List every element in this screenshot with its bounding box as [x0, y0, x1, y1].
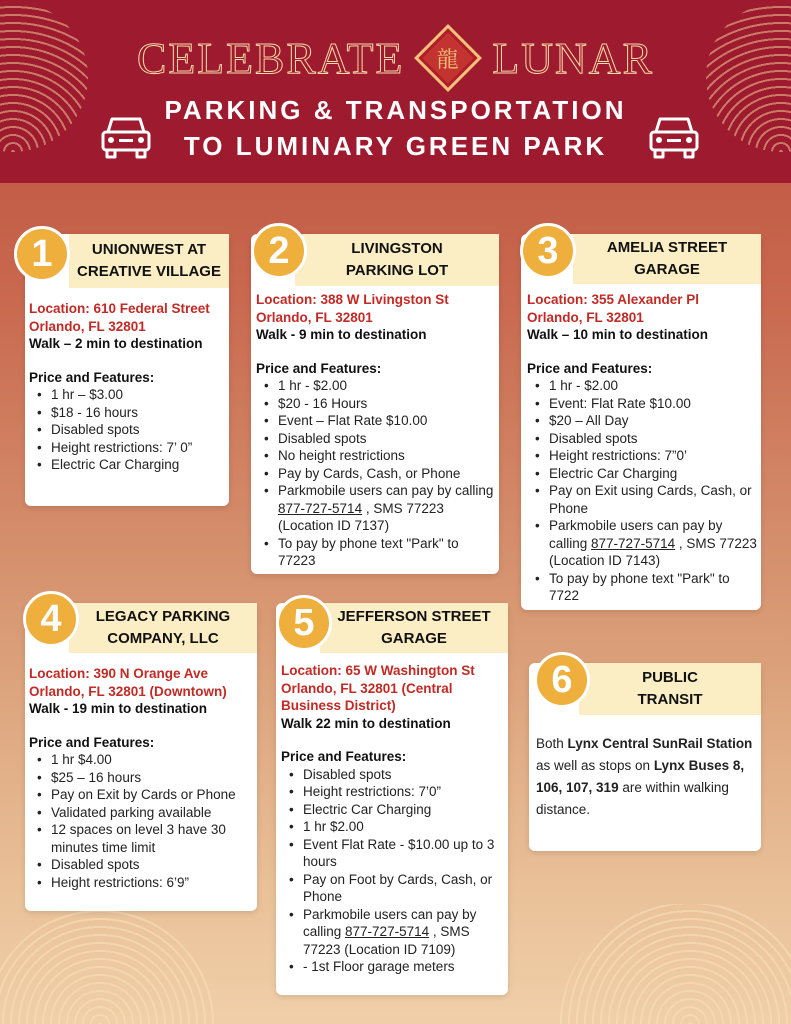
location-line2: Orlando, FL 32801 — [29, 318, 146, 334]
list-item: • Disabled spots — [281, 766, 506, 784]
parkmobile-text: Parkmobile users can pay by calling — [549, 518, 723, 551]
feature-list — [29, 751, 255, 891]
walk-time: Walk 22 min to destination — [281, 715, 451, 731]
dragon-emblem-icon: 龍 — [414, 24, 482, 92]
card-title — [573, 234, 761, 284]
list-item — [281, 906, 506, 959]
list-item: • $18 - 16 hours — [29, 404, 227, 422]
parkmobile-sms: , SMS 77223 (Location ID 7109) — [303, 924, 470, 957]
list-item: • Electric Car Charging — [281, 801, 506, 819]
phone-link[interactable]: 877-727-5714 — [591, 535, 676, 551]
parking-card-3 — [521, 234, 761, 610]
list-item: • No height restrictions — [256, 447, 496, 465]
card-title-line1: UNIONWEST AT — [91, 241, 207, 258]
transit-buses: Lynx Buses 8, 106, 107, 319 — [536, 758, 745, 795]
parking-card-5 — [276, 603, 508, 995]
location-line1: Location: 390 N Orange Ave — [29, 666, 209, 681]
subtitle-line1: PARKING & TRANSPORTATION — [164, 95, 627, 125]
walk-time: Walk - 9 min to destination — [256, 327, 427, 342]
subtitle-line2: TO LUMINARY GREEN PARK — [183, 131, 608, 161]
list-item: • Pay on Exit by Cards or Phone — [29, 786, 255, 804]
list-item: • Pay by Cards, Cash, or Phone — [256, 465, 496, 483]
car-icon — [98, 114, 154, 160]
list-item — [527, 517, 759, 570]
list-item: • 1 hr $4.00 — [29, 751, 255, 769]
card-title-line2: COMPANY, LLC — [107, 630, 219, 647]
wave-pattern-bottom-left — [0, 904, 220, 1024]
list-item: • Height restrictions: 6’9” — [29, 874, 255, 892]
card-title-line1: JEFFERSON STREET — [337, 608, 491, 625]
header-banner — [0, 0, 791, 183]
transit-text: as well as stops on — [536, 758, 654, 773]
location-line1: Location: 65 W Washington St — [281, 663, 475, 678]
car-icon — [646, 114, 702, 160]
list-item: • Disabled spots — [527, 430, 759, 448]
parkmobile-sms: , SMS 77223 (Location ID 7137) — [278, 500, 444, 533]
list-item: • Validated parking available — [29, 804, 255, 822]
list-item: • Disabled spots — [29, 856, 255, 874]
title-right: LUNAR — [492, 33, 654, 83]
card-title-line2: GARAGE — [634, 261, 700, 278]
number-badge-4: 4 — [23, 591, 79, 647]
card-body — [256, 291, 496, 570]
card-title-line1: PUBLIC — [642, 669, 698, 686]
list-item: • 1 hr – $3.00 — [29, 386, 227, 404]
card-title-line2: PARKING LOT — [345, 262, 449, 279]
parking-card-2 — [251, 234, 499, 574]
number-badge-1: 1 — [14, 226, 70, 282]
list-item: • Height restrictions: 7’ 0” — [29, 439, 227, 457]
list-item: • - 1st Floor garage meters — [281, 958, 506, 976]
transit-station: Lynx Central SunRail Station — [567, 736, 753, 751]
feature-list — [256, 377, 496, 570]
number-badge-3: 3 — [520, 223, 576, 279]
card-body — [281, 662, 506, 976]
location-line1: Location: 388 W Livingston St — [256, 292, 449, 307]
list-item: • Electric Car Charging — [29, 456, 227, 474]
card-title — [69, 234, 229, 288]
card-title — [69, 603, 257, 653]
list-item: • Electric Car Charging — [527, 465, 759, 483]
parkmobile-sms: , SMS 77223 (Location ID 7143) — [549, 535, 757, 568]
walk-time: Walk – 10 min to destination — [527, 327, 709, 342]
card-title — [295, 234, 499, 286]
location-line1: Location: 610 Federal Street — [29, 301, 210, 316]
list-item: • Pay on Foot by Cards, Cash, or Phone — [281, 871, 506, 906]
price-features-heading: Price and Features: — [527, 360, 653, 376]
list-item: • 12 spaces on level 3 have 30 minutes time limit — [29, 821, 255, 856]
wave-pattern-bottom-right — [560, 904, 791, 1024]
list-item: • To pay by phone text "Park" to 77223 — [256, 535, 496, 570]
list-item: • Event Flat Rate - $10.00 up to 3 hours — [281, 836, 506, 871]
list-item: • Event – Flat Rate $10.00 — [256, 412, 496, 430]
location-line1: Location: 355 Alexander Pl — [527, 292, 700, 307]
card-body — [29, 665, 255, 891]
price-features-heading: Price and Features: — [256, 360, 382, 376]
number-badge-6: 6 — [534, 652, 590, 708]
parkmobile-text: Parkmobile users can pay by calling — [278, 483, 494, 498]
list-item: • 1 hr - $2.00 — [256, 377, 496, 395]
price-features-heading: Price and Features: — [281, 749, 407, 764]
card-title-line1: AMELIA STREET — [606, 239, 728, 256]
card-body — [527, 291, 759, 605]
list-item: • To pay by phone text "Park" to 7722 — [527, 570, 759, 605]
list-item: • 1 hr - $2.00 — [527, 377, 759, 395]
list-item: • Event: Flat Rate $10.00 — [527, 395, 759, 413]
transit-description — [536, 733, 754, 821]
card-title-line2: TRANSIT — [637, 691, 703, 708]
card-title-line2: GARAGE — [381, 630, 447, 647]
list-item: • Height restrictions: 7”0’ — [527, 447, 759, 465]
transit-text: Both — [536, 736, 568, 751]
list-item — [256, 482, 496, 535]
location-line2: Orlando, FL 32801 (Central Business District) — [281, 680, 453, 713]
location-line2: Orlando, FL 32801 — [256, 309, 373, 325]
price-features-heading: Price and Features: — [29, 734, 155, 750]
list-item: • Disabled spots — [256, 430, 496, 448]
price-features-heading: Price and Features: — [29, 369, 155, 385]
parking-card-4 — [25, 603, 257, 911]
feature-list — [281, 766, 506, 976]
walk-time: Walk – 2 min to destination — [29, 336, 203, 351]
location-line2: Orlando, FL 32801 — [527, 309, 644, 325]
card-title-line2: CREATIVE VILLAGE — [77, 263, 221, 280]
page-title — [0, 28, 791, 88]
phone-link[interactable]: 877-727-5714 — [278, 500, 363, 516]
feature-list — [29, 386, 227, 474]
transit-text: are within walking distance. — [536, 780, 729, 817]
list-item: • 1 hr $2.00 — [281, 818, 506, 836]
card-body — [29, 300, 227, 474]
title-left: CELEBRATE — [137, 33, 405, 83]
card-title-line1: LIVINGSTON — [351, 240, 443, 257]
phone-link[interactable]: 877-727-5714 — [345, 924, 430, 939]
list-item: • Height restrictions: 7’0” — [281, 783, 506, 801]
card-title — [579, 663, 761, 715]
walk-time: Walk - 19 min to destination — [29, 701, 208, 716]
card-title — [320, 603, 508, 653]
list-item: • Disabled spots — [29, 421, 227, 439]
number-badge-2: 2 — [251, 223, 307, 279]
list-item: • $25 – 16 hours — [29, 769, 255, 787]
list-item: • $20 - 16 Hours — [256, 395, 496, 413]
list-item: • $20 – All Day — [527, 412, 759, 430]
feature-list — [527, 377, 759, 605]
location-line2: Orlando, FL 32801 (Downtown) — [29, 683, 227, 699]
list-item: • Pay on Exit using Cards, Cash, or Phone — [527, 482, 759, 517]
number-badge-5: 5 — [276, 595, 332, 651]
card-title-line1: LEGACY PARKING — [95, 608, 231, 625]
parkmobile-text: Parkmobile users can pay by calling — [303, 906, 477, 939]
